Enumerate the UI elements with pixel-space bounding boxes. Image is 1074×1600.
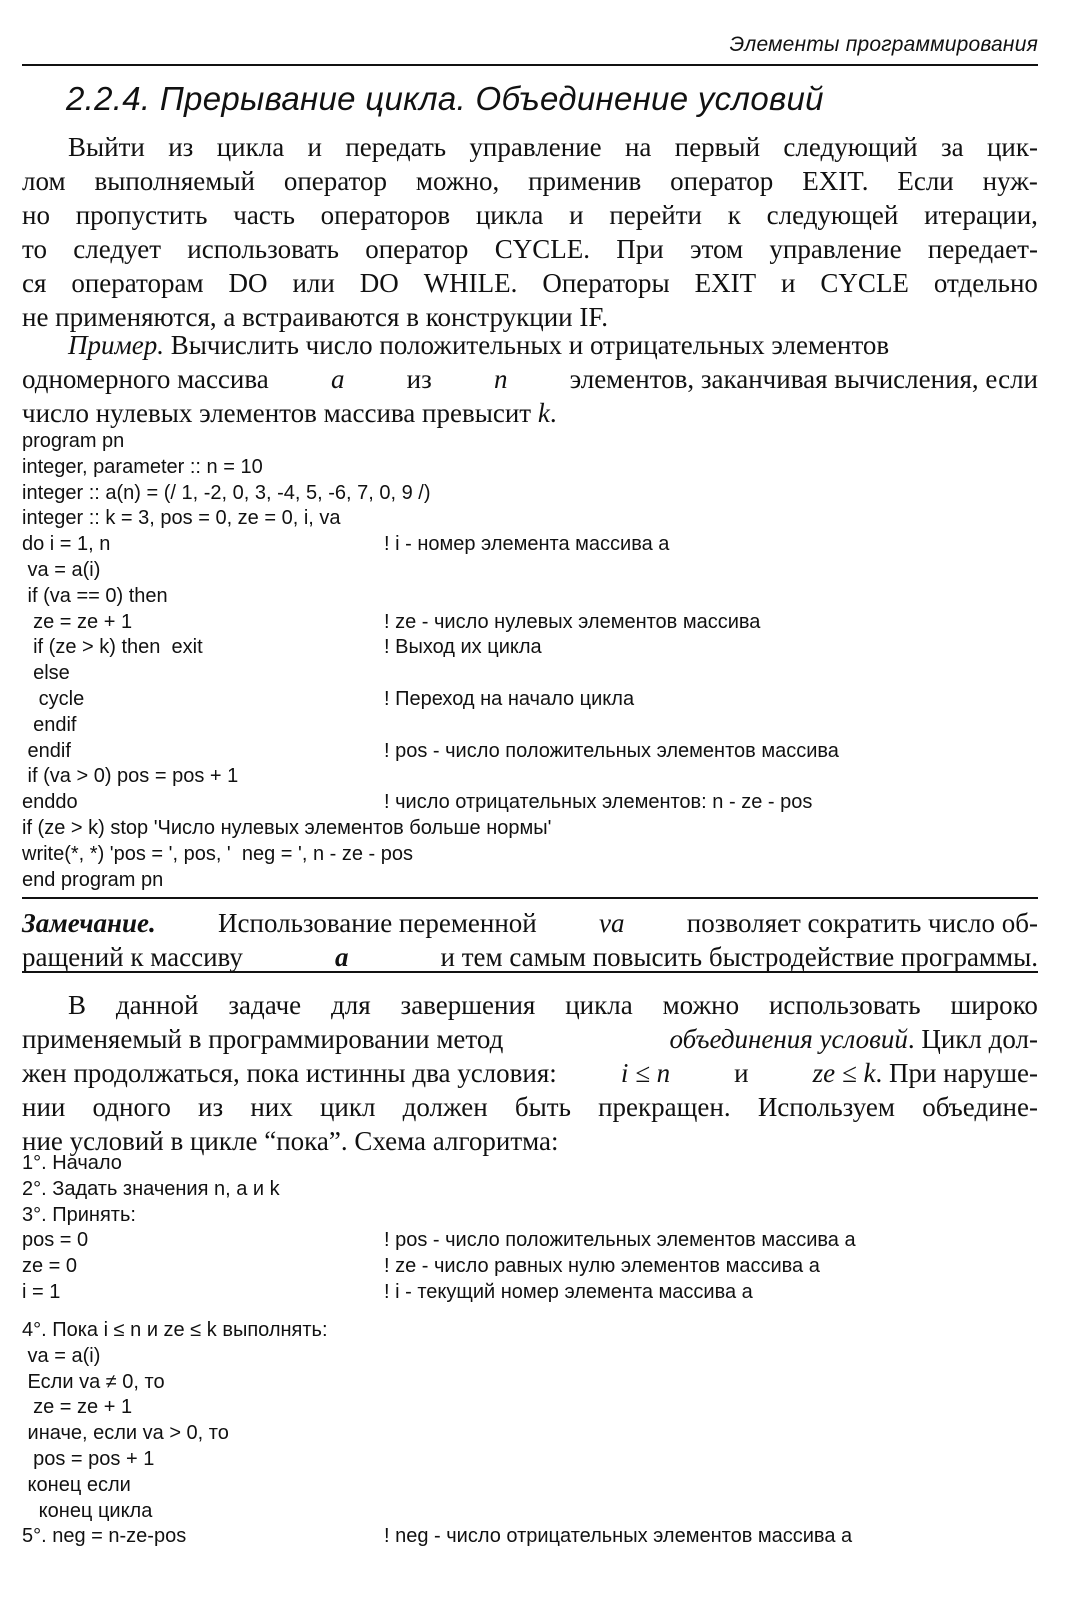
variable: n (493, 364, 508, 394)
running-head: Элементы программирования (729, 33, 1038, 56)
code-text: write(*, *) 'pos = ', pos, ' neg = ', n - ze - pos (22, 842, 413, 865)
code-comment: ! neg - число отрицательных элементов массива a (384, 1525, 853, 1548)
code-text: 5°. neg = n-ze-pos (22, 1525, 187, 1548)
variable: va (599, 908, 625, 938)
code-comment: ! pos - число положительных элементов массива (384, 739, 839, 762)
text-fragment: Использование переменной (218, 908, 537, 938)
text-line (22, 1022, 1038, 1056)
condition: i ≤ n (620, 1058, 671, 1088)
text-line: не применяются, а встраиваются в конструкции IF. (22, 302, 608, 332)
text-fragment: жен продолжаться, пока истинны два условия: (22, 1058, 557, 1088)
code-comment: ! i - текущий номер элемента массива a (384, 1280, 753, 1303)
text-line (22, 940, 1038, 974)
text-line: ние условий в цикле “пока”. Схема алгоритма: (22, 1126, 559, 1156)
example-label: Пример. (68, 330, 164, 360)
code-text: va = a(i) (22, 558, 101, 581)
text-fragment: из (406, 364, 432, 394)
code-text: 2°. Задать значения n, a и k (22, 1177, 280, 1200)
text-line: лом выполняемый оператор можно, применив оператор EXIT. Если нуж- (22, 166, 1038, 196)
code-text: endif (22, 713, 77, 736)
code-comment: ! ze - число равных нулю элементов массива a (384, 1255, 820, 1278)
code-text: endif (22, 739, 71, 762)
remark-label: Замечание. (22, 908, 156, 938)
remark-box (22, 906, 1038, 974)
variable: a (334, 942, 349, 972)
text-line: нии одного из них цикл должен быть прекращен. Используем объедине- (22, 1092, 1038, 1122)
code-text: integer :: a(n) = (/ 1, -2, 0, 3, -4, 5, -6, 7, 0, 9 /) (22, 481, 431, 504)
code-text: integer, parameter :: n = 10 (22, 455, 263, 478)
text-line (22, 328, 1038, 362)
text-fragment: применяемый в программировании метод (22, 1024, 504, 1054)
code-text: ze = ze + 1 (22, 610, 133, 633)
code-text: if (ze > k) then exit (22, 636, 203, 659)
code-text: ze = ze + 1 (22, 1396, 133, 1419)
code-text: integer :: k = 3, pos = 0, ze = 0, i, va (22, 507, 341, 530)
code-comment: ! число отрицательных элементов: n - ze - pos (384, 791, 813, 814)
text-line (22, 906, 1038, 940)
code-text: else (22, 662, 70, 685)
text-line: но пропустить часть операторов цикла и перейти к следующей итерации, (22, 200, 1038, 230)
code-comment: ! Переход на начало цикла (384, 687, 635, 710)
text-line: ся операторам DO или DO WHILE. Операторы EXIT и CYCLE отдельно (22, 268, 1038, 298)
text-fragment: число нулевых элементов массива превысит (22, 398, 532, 428)
code-text: va = a(i) (22, 1344, 101, 1367)
term: объединения условий (669, 1024, 908, 1054)
text-line: В данной задаче для завершения цикла можно использовать широко (68, 990, 1038, 1020)
section-title: 2.2.4. Прерывание цикла. Объединение условий (66, 80, 824, 117)
code-text: 3°. Принять: (22, 1203, 136, 1226)
code-text: if (va == 0) then (22, 584, 168, 607)
example-paragraph (22, 328, 1038, 430)
intro-paragraph (22, 130, 1038, 334)
text-fragment: элементов, заканчивая вычисления, если (569, 364, 1038, 394)
variable: a (330, 364, 345, 394)
code-text: do i = 1, n (22, 533, 111, 556)
code-comment: ! pos - число положительных элементов массива a (384, 1229, 856, 1252)
text-line (22, 396, 1038, 430)
code-text: pos = pos + 1 (22, 1447, 155, 1470)
code-text: конец цикла (22, 1499, 153, 1522)
text-fragment: и тем самым повысить быстродействие программы. (440, 942, 1038, 972)
code-comment: ! ze - число нулевых элементов массива (384, 610, 761, 633)
code-text: 4°. Пока i ≤ n и ze ≤ k выполнять: (22, 1319, 328, 1341)
text-fragment: и (734, 1058, 749, 1088)
code-comment: ! Выход их цикла (384, 636, 542, 659)
text-line: то следует использовать оператор CYCLE. При этом управление передает- (22, 234, 1038, 264)
text-fragment: . (549, 398, 557, 428)
code-text: if (va > 0) pos = pos + 1 (22, 765, 239, 788)
example-text: Вычислить число положительных и отрицательных элементов (170, 330, 890, 360)
header-rule (22, 64, 1038, 66)
code-text: program pn (22, 430, 125, 452)
variable: k (537, 398, 550, 428)
code-text: pos = 0 (22, 1229, 89, 1252)
code-text: ze = 0 (22, 1255, 78, 1278)
text-fragment: одномерного массива (22, 364, 269, 394)
text-fragment: позволяет сократить число об- (686, 908, 1038, 938)
text-line (22, 362, 1038, 396)
code-text: if (ze > k) stop 'Число нулевых элементов больше нормы' (22, 816, 552, 839)
remark-bottom-rule (22, 971, 1038, 973)
text-fragment: . Цикл дол- (907, 1024, 1038, 1054)
text-line (22, 1056, 1038, 1090)
condition: ze ≤ k (812, 1058, 876, 1088)
code-text: i = 1 (22, 1280, 61, 1303)
code-text: иначе, если va > 0, то (22, 1422, 229, 1445)
code-comment: ! i - номер элемента массива a (384, 533, 670, 556)
text-fragment: ращений к массиву (22, 942, 243, 972)
code-text: Если va ≠ 0, то (22, 1370, 165, 1393)
code-text: 1°. Начало (22, 1152, 122, 1174)
code-text: end program pn (22, 868, 164, 891)
book-page (22, 0, 1038, 1600)
text-line: Выйти из цикла и передать управление на первый следующий за цик- (68, 132, 1038, 162)
code-text: конец если (22, 1473, 131, 1496)
code-text: cycle (22, 687, 85, 710)
merge-paragraph (22, 988, 1038, 1158)
remark-top-rule (22, 897, 1038, 899)
text-fragment: . При наруше- (875, 1058, 1038, 1088)
code-text: enddo (22, 791, 78, 814)
